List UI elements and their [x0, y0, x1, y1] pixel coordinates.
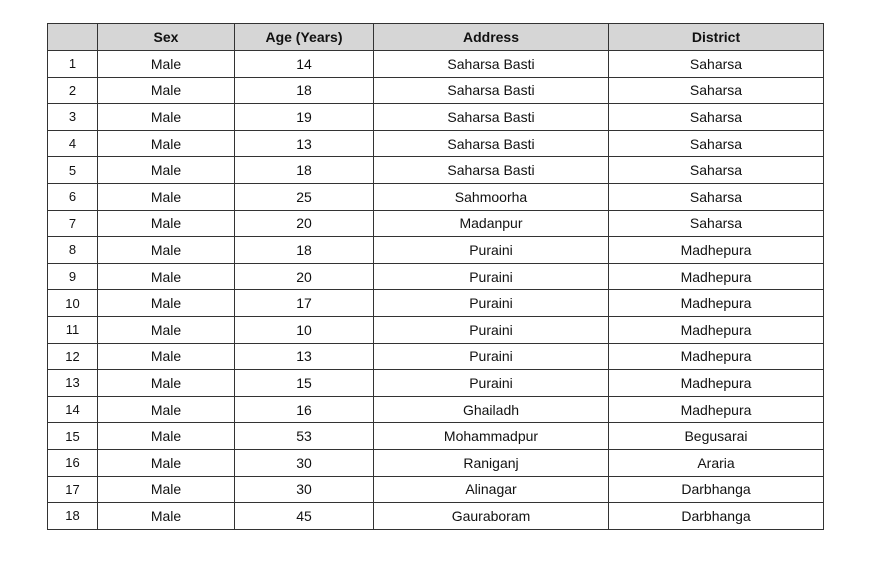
cell-index: 9 — [48, 263, 98, 290]
table-row — [48, 210, 824, 237]
table-row — [48, 316, 824, 343]
table-body — [48, 51, 824, 530]
cell-index: 4 — [48, 130, 98, 157]
cell-sex: Male — [98, 210, 235, 237]
cell-age: 20 — [235, 263, 374, 290]
table-row — [48, 77, 824, 104]
cell-age: 17 — [235, 290, 374, 317]
table-row — [48, 476, 824, 503]
cell-district: Begusarai — [609, 423, 824, 450]
cell-district: Madhepura — [609, 290, 824, 317]
cell-index: 5 — [48, 157, 98, 184]
cell-sex: Male — [98, 237, 235, 264]
table-row — [48, 423, 824, 450]
table-row — [48, 449, 824, 476]
cell-age: 20 — [235, 210, 374, 237]
cell-address: Puraini — [374, 237, 609, 264]
cell-age: 45 — [235, 503, 374, 530]
cell-sex: Male — [98, 449, 235, 476]
table-row — [48, 263, 824, 290]
cell-address: Puraini — [374, 290, 609, 317]
cell-sex: Male — [98, 183, 235, 210]
cell-age: 10 — [235, 316, 374, 343]
header-address: Address — [374, 24, 609, 51]
table-row — [48, 343, 824, 370]
cell-age: 53 — [235, 423, 374, 450]
table-row — [48, 130, 824, 157]
cell-sex: Male — [98, 51, 235, 78]
cell-sex: Male — [98, 476, 235, 503]
table-row — [48, 183, 824, 210]
cell-address: Saharsa Basti — [374, 130, 609, 157]
header-district: District — [609, 24, 824, 51]
cell-sex: Male — [98, 396, 235, 423]
cell-sex: Male — [98, 343, 235, 370]
table-row — [48, 503, 824, 530]
cell-district: Madhepura — [609, 343, 824, 370]
cell-district: Madhepura — [609, 263, 824, 290]
cell-sex: Male — [98, 130, 235, 157]
cell-age: 30 — [235, 476, 374, 503]
cell-district: Saharsa — [609, 157, 824, 184]
cell-index: 13 — [48, 370, 98, 397]
header-index — [48, 24, 98, 51]
cell-index: 1 — [48, 51, 98, 78]
cell-index: 2 — [48, 77, 98, 104]
cell-index: 15 — [48, 423, 98, 450]
cell-age: 18 — [235, 157, 374, 184]
cell-district: Saharsa — [609, 77, 824, 104]
cell-age: 18 — [235, 77, 374, 104]
cell-index: 11 — [48, 316, 98, 343]
cell-age: 14 — [235, 51, 374, 78]
table-row — [48, 104, 824, 131]
header-age: Age (Years) — [235, 24, 374, 51]
cell-district: Araria — [609, 449, 824, 476]
cell-address: Mohammadpur — [374, 423, 609, 450]
table-row — [48, 396, 824, 423]
cell-district: Saharsa — [609, 51, 824, 78]
cell-district: Madhepura — [609, 370, 824, 397]
cell-address: Alinagar — [374, 476, 609, 503]
cell-sex: Male — [98, 503, 235, 530]
cell-sex: Male — [98, 423, 235, 450]
cell-age: 25 — [235, 183, 374, 210]
header-row — [48, 24, 824, 51]
data-table — [47, 23, 824, 530]
cell-address: Puraini — [374, 263, 609, 290]
cell-sex: Male — [98, 263, 235, 290]
cell-district: Darbhanga — [609, 476, 824, 503]
cell-district: Madhepura — [609, 316, 824, 343]
cell-address: Saharsa Basti — [374, 104, 609, 131]
cell-index: 3 — [48, 104, 98, 131]
cell-address: Sahmoorha — [374, 183, 609, 210]
cell-address: Saharsa Basti — [374, 157, 609, 184]
cell-district: Darbhanga — [609, 503, 824, 530]
cell-sex: Male — [98, 104, 235, 131]
cell-age: 18 — [235, 237, 374, 264]
cell-age: 15 — [235, 370, 374, 397]
cell-sex: Male — [98, 77, 235, 104]
cell-address: Saharsa Basti — [374, 51, 609, 78]
cell-index: 16 — [48, 449, 98, 476]
cell-index: 8 — [48, 237, 98, 264]
cell-sex: Male — [98, 157, 235, 184]
cell-index: 6 — [48, 183, 98, 210]
cell-sex: Male — [98, 370, 235, 397]
table-row — [48, 290, 824, 317]
cell-age: 13 — [235, 343, 374, 370]
cell-sex: Male — [98, 290, 235, 317]
cell-address: Puraini — [374, 370, 609, 397]
cell-age: 13 — [235, 130, 374, 157]
cell-index: 17 — [48, 476, 98, 503]
cell-sex: Male — [98, 316, 235, 343]
cell-district: Saharsa — [609, 210, 824, 237]
cell-age: 19 — [235, 104, 374, 131]
table-row — [48, 237, 824, 264]
header-sex: Sex — [98, 24, 235, 51]
cell-index: 14 — [48, 396, 98, 423]
table-row — [48, 157, 824, 184]
cell-age: 30 — [235, 449, 374, 476]
table-row — [48, 51, 824, 78]
cell-index: 7 — [48, 210, 98, 237]
cell-address: Ghailadh — [374, 396, 609, 423]
cell-district: Madhepura — [609, 237, 824, 264]
cell-district: Saharsa — [609, 130, 824, 157]
cell-address: Puraini — [374, 316, 609, 343]
cell-address: Saharsa Basti — [374, 77, 609, 104]
cell-address: Gauraboram — [374, 503, 609, 530]
cell-address: Raniganj — [374, 449, 609, 476]
cell-index: 18 — [48, 503, 98, 530]
cell-age: 16 — [235, 396, 374, 423]
cell-district: Saharsa — [609, 104, 824, 131]
cell-address: Madanpur — [374, 210, 609, 237]
cell-index: 10 — [48, 290, 98, 317]
table-header — [48, 24, 824, 51]
cell-index: 12 — [48, 343, 98, 370]
cell-district: Madhepura — [609, 396, 824, 423]
cell-address: Puraini — [374, 343, 609, 370]
table-row — [48, 370, 824, 397]
cell-district: Saharsa — [609, 183, 824, 210]
